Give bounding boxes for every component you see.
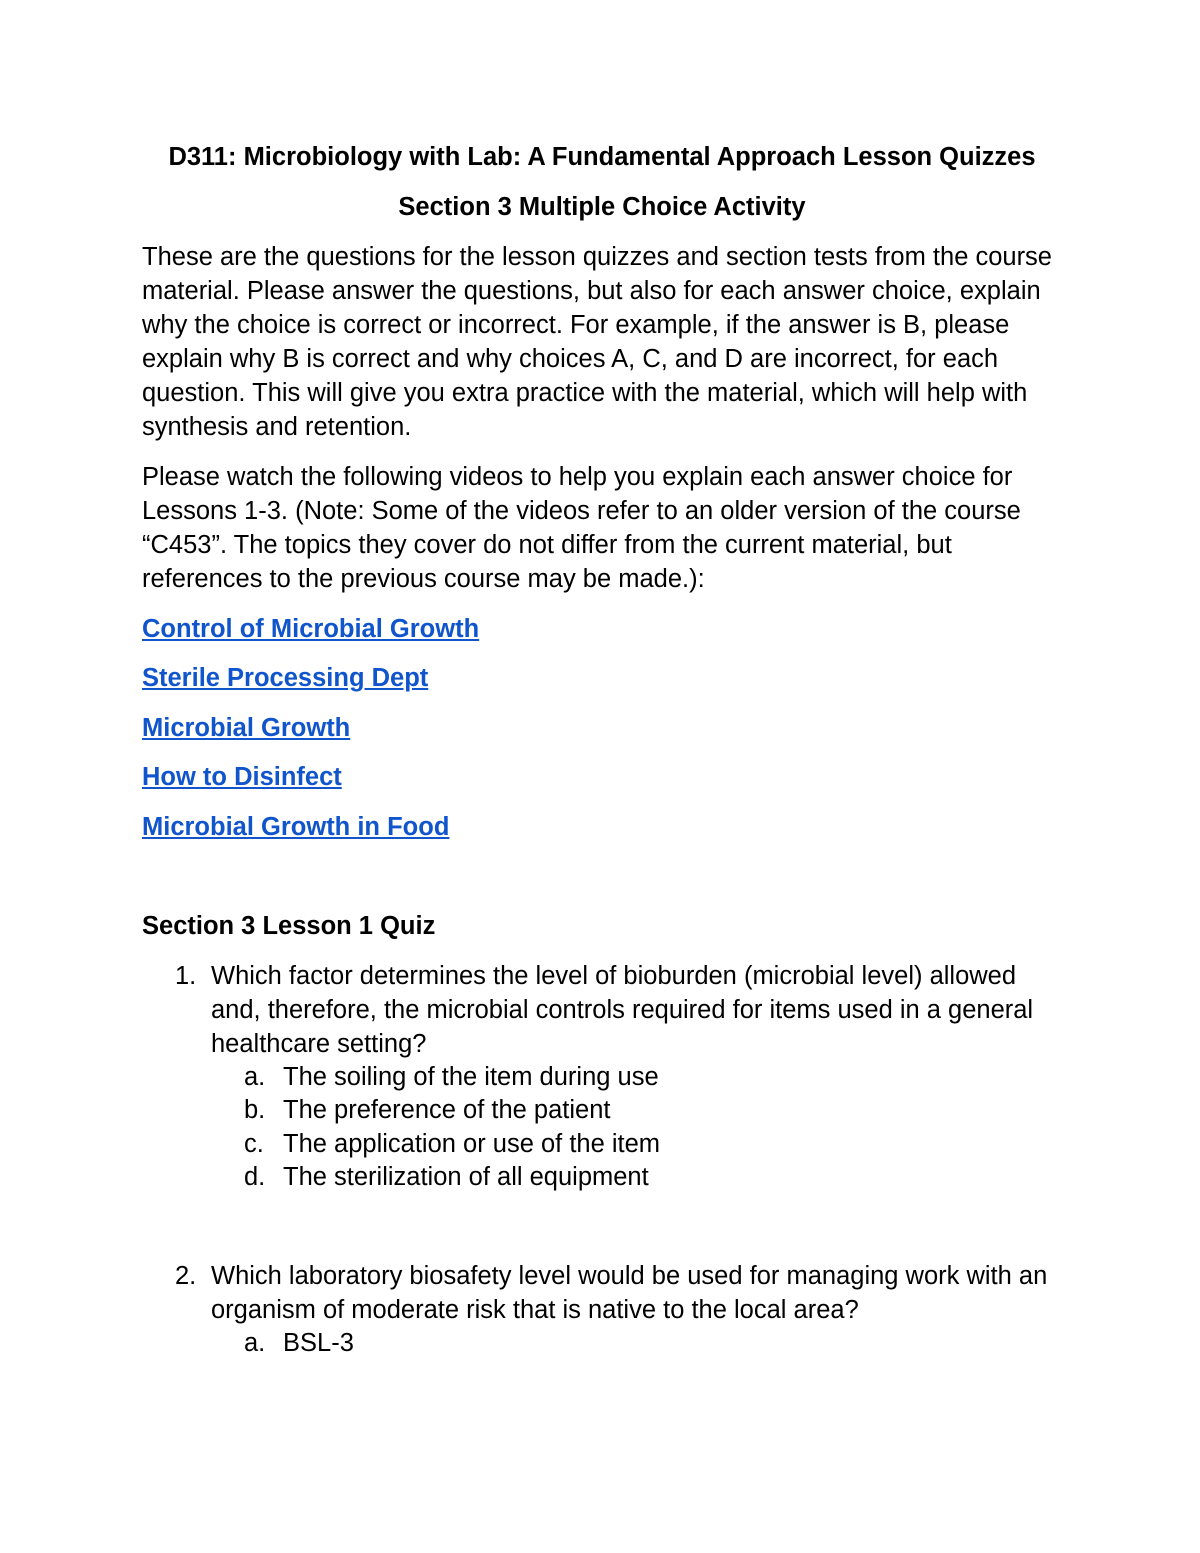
document-subtitle: Section 3 Multiple Choice Activity bbox=[398, 193, 806, 221]
answer-choice bbox=[211, 1061, 1062, 1095]
question-number: 2. bbox=[175, 1261, 197, 1290]
document-title: D311: Microbiology with Lab: A Fundamental Approach Lesson Quizzes bbox=[168, 143, 1036, 171]
choice-text: The soiling of the item during use bbox=[283, 1062, 659, 1091]
choice-letter: d. bbox=[244, 1163, 266, 1191]
answer-choice bbox=[211, 1094, 1062, 1128]
link-microbial-growth-in-food[interactable]: Microbial Growth in Food bbox=[142, 812, 450, 841]
choice-letter: a. bbox=[244, 1328, 266, 1357]
link-microbial-growth[interactable]: Microbial Growth bbox=[142, 713, 351, 742]
question-1 bbox=[142, 959, 1062, 1195]
link-control-of-microbial-growth[interactable]: Control of Microbial Growth bbox=[142, 614, 480, 643]
choice-letter: b. bbox=[244, 1096, 266, 1124]
document-page bbox=[142, 140, 1062, 1360]
answer-choice bbox=[211, 1327, 1062, 1361]
question-text: Which laboratory biosafety level would be used for managing work with an organism of moderate risk that is native to the local area? bbox=[211, 1261, 1048, 1324]
choice-list bbox=[211, 1061, 1062, 1195]
intro-paragraph: These are the questions for the lesson quizzes and section tests from the course material. Please answer the questions, but also for each answer choice, explain why the choice is correct or incorrect. For example, if the answer is B, please explain why B is correct and why choices A, C, and D are incorrect, for each question. This will give you extra practice with the material, which will help with synthesis and retention. bbox=[142, 243, 1052, 441]
link-sterile-processing-dept[interactable]: Sterile Processing Dept bbox=[142, 664, 429, 692]
choice-letter: c. bbox=[244, 1129, 264, 1158]
answer-choice bbox=[211, 1161, 1062, 1195]
question-number: 1. bbox=[175, 961, 197, 990]
choice-letter: a. bbox=[244, 1062, 266, 1091]
videos-note-paragraph: Please watch the following videos to help you explain each answer choice for Lessons 1-3. (Note: Some of the videos refer to an older version of the course “C453”. The topics they cover do not differ from the current material, but references to the previous course may be made.): bbox=[142, 463, 1021, 593]
choice-text: BSL-3 bbox=[283, 1328, 354, 1357]
choice-text: The sterilization of all equipment bbox=[283, 1163, 649, 1191]
answer-choice bbox=[211, 1128, 1062, 1162]
link-how-to-disinfect[interactable]: How to Disinfect bbox=[142, 763, 342, 791]
choice-text: The application or use of the item bbox=[283, 1129, 661, 1158]
section-heading: Section 3 Lesson 1 Quiz bbox=[142, 911, 436, 940]
choice-text: The preference of the patient bbox=[283, 1096, 611, 1124]
question-2 bbox=[142, 1259, 1062, 1361]
choice-list bbox=[211, 1327, 1062, 1361]
question-text: Which factor determines the level of bioburden (microbial level) allowed and, therefore, the microbial controls required for items used in a general healthcare setting? bbox=[211, 961, 1034, 1058]
